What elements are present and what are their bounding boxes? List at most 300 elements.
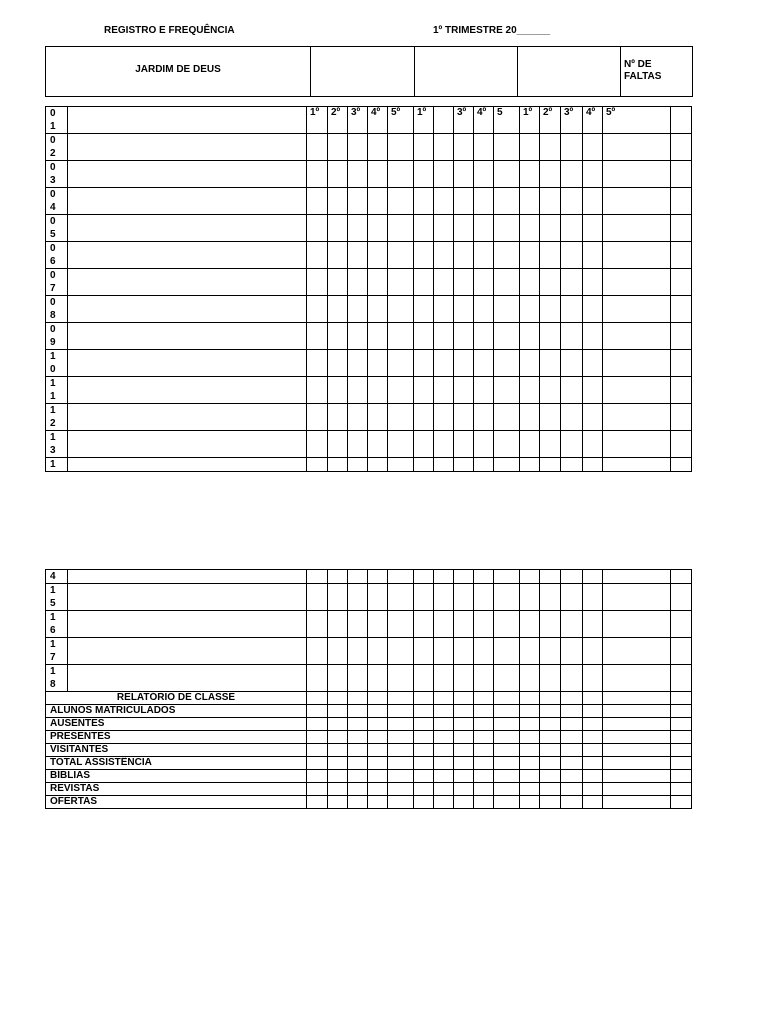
attendance-cell[interactable] — [307, 665, 328, 692]
student-name-cell[interactable] — [68, 188, 307, 215]
attendance-cell[interactable] — [454, 161, 474, 188]
report-value-cell[interactable] — [603, 692, 671, 705]
attendance-cell[interactable] — [603, 431, 671, 458]
attendance-cell[interactable] — [603, 458, 671, 472]
absence-count-cell[interactable] — [671, 431, 692, 458]
attendance-cell[interactable] — [328, 570, 348, 584]
absence-count-cell[interactable] — [671, 296, 692, 323]
report-total-cell[interactable] — [671, 718, 692, 731]
report-value-cell[interactable] — [520, 692, 540, 705]
attendance-cell[interactable] — [474, 458, 494, 472]
attendance-cell[interactable] — [348, 611, 368, 638]
report-value-cell[interactable] — [540, 718, 561, 731]
report-value-cell[interactable] — [540, 744, 561, 757]
report-value-cell[interactable] — [520, 731, 540, 744]
absence-count-cell[interactable] — [671, 638, 692, 665]
attendance-cell[interactable] — [561, 323, 583, 350]
report-total-cell[interactable] — [671, 796, 692, 809]
attendance-cell[interactable] — [474, 584, 494, 611]
report-value-cell[interactable] — [414, 783, 434, 796]
attendance-cell[interactable] — [494, 584, 520, 611]
attendance-cell[interactable] — [474, 611, 494, 638]
attendance-cell[interactable] — [540, 242, 561, 269]
attendance-cell[interactable] — [348, 584, 368, 611]
attendance-cell[interactable] — [368, 269, 388, 296]
student-name-cell[interactable] — [68, 611, 307, 638]
absence-count-cell[interactable] — [671, 458, 692, 472]
report-value-cell[interactable] — [388, 744, 414, 757]
attendance-cell[interactable] — [434, 134, 454, 161]
report-value-cell[interactable] — [388, 757, 414, 770]
absence-count-cell[interactable] — [671, 107, 692, 134]
attendance-cell[interactable] — [561, 296, 583, 323]
student-name-cell[interactable] — [68, 134, 307, 161]
report-value-cell[interactable] — [388, 796, 414, 809]
attendance-cell[interactable] — [348, 134, 368, 161]
attendance-cell[interactable] — [454, 638, 474, 665]
attendance-cell[interactable] — [388, 377, 414, 404]
attendance-cell[interactable] — [414, 134, 434, 161]
report-value-cell[interactable] — [583, 783, 603, 796]
attendance-cell[interactable] — [561, 431, 583, 458]
report-value-cell[interactable] — [348, 744, 368, 757]
absence-count-cell[interactable] — [671, 665, 692, 692]
absence-count-cell[interactable] — [671, 350, 692, 377]
attendance-cell[interactable] — [603, 134, 671, 161]
report-value-cell[interactable] — [434, 692, 454, 705]
attendance-cell[interactable] — [454, 350, 474, 377]
attendance-cell[interactable] — [583, 323, 603, 350]
attendance-cell[interactable] — [368, 404, 388, 431]
attendance-cell[interactable] — [388, 404, 414, 431]
attendance-cell[interactable] — [561, 188, 583, 215]
report-value-cell[interactable] — [540, 705, 561, 718]
attendance-cell[interactable] — [474, 134, 494, 161]
report-value-cell[interactable] — [494, 796, 520, 809]
attendance-cell[interactable] — [388, 350, 414, 377]
report-value-cell[interactable] — [561, 783, 583, 796]
attendance-cell[interactable] — [540, 584, 561, 611]
report-value-cell[interactable] — [307, 731, 328, 744]
absence-count-cell[interactable] — [671, 377, 692, 404]
report-value-cell[interactable] — [434, 718, 454, 731]
attendance-cell[interactable] — [414, 611, 434, 638]
attendance-cell[interactable] — [474, 377, 494, 404]
attendance-cell[interactable] — [307, 638, 328, 665]
report-value-cell[interactable] — [368, 783, 388, 796]
report-value-cell[interactable] — [474, 705, 494, 718]
report-value-cell[interactable] — [494, 770, 520, 783]
report-value-cell[interactable] — [434, 770, 454, 783]
report-value-cell[interactable] — [307, 718, 328, 731]
report-value-cell[interactable] — [328, 757, 348, 770]
attendance-cell[interactable] — [414, 638, 434, 665]
report-value-cell[interactable] — [328, 731, 348, 744]
attendance-cell[interactable] — [540, 323, 561, 350]
attendance-cell[interactable] — [603, 188, 671, 215]
attendance-cell[interactable] — [494, 404, 520, 431]
attendance-cell[interactable] — [520, 350, 540, 377]
attendance-cell[interactable] — [348, 377, 368, 404]
report-value-cell[interactable] — [520, 718, 540, 731]
attendance-cell[interactable] — [520, 404, 540, 431]
report-value-cell[interactable] — [474, 718, 494, 731]
student-name-cell[interactable] — [68, 350, 307, 377]
student-name-cell[interactable] — [68, 269, 307, 296]
report-value-cell[interactable] — [603, 731, 671, 744]
attendance-cell[interactable] — [328, 188, 348, 215]
student-name-cell[interactable] — [68, 431, 307, 458]
attendance-cell[interactable] — [520, 188, 540, 215]
attendance-cell[interactable] — [388, 570, 414, 584]
report-value-cell[interactable] — [603, 757, 671, 770]
attendance-cell[interactable] — [434, 665, 454, 692]
attendance-cell[interactable] — [603, 404, 671, 431]
attendance-cell[interactable] — [540, 611, 561, 638]
absence-count-cell[interactable] — [671, 269, 692, 296]
attendance-cell[interactable] — [603, 350, 671, 377]
report-value-cell[interactable] — [454, 705, 474, 718]
attendance-cell[interactable] — [603, 584, 671, 611]
attendance-cell[interactable] — [368, 134, 388, 161]
attendance-cell[interactable] — [434, 431, 454, 458]
attendance-cell[interactable] — [307, 215, 328, 242]
report-value-cell[interactable] — [414, 796, 434, 809]
attendance-cell[interactable] — [348, 323, 368, 350]
attendance-cell[interactable] — [414, 404, 434, 431]
student-name-cell[interactable] — [68, 458, 307, 472]
attendance-cell[interactable] — [368, 570, 388, 584]
attendance-cell[interactable] — [520, 269, 540, 296]
attendance-cell[interactable] — [540, 188, 561, 215]
attendance-cell[interactable] — [454, 570, 474, 584]
attendance-cell[interactable] — [307, 296, 328, 323]
attendance-cell[interactable] — [328, 134, 348, 161]
report-value-cell[interactable] — [328, 796, 348, 809]
attendance-cell[interactable] — [540, 350, 561, 377]
attendance-cell[interactable] — [454, 296, 474, 323]
report-total-cell[interactable] — [671, 744, 692, 757]
report-value-cell[interactable] — [368, 692, 388, 705]
attendance-cell[interactable] — [561, 134, 583, 161]
report-value-cell[interactable] — [368, 744, 388, 757]
report-value-cell[interactable] — [561, 744, 583, 757]
attendance-cell[interactable] — [583, 134, 603, 161]
report-total-cell[interactable] — [671, 692, 692, 705]
attendance-cell[interactable] — [434, 188, 454, 215]
attendance-cell[interactable] — [328, 665, 348, 692]
attendance-cell[interactable] — [434, 350, 454, 377]
report-total-cell[interactable] — [671, 705, 692, 718]
attendance-cell[interactable] — [307, 242, 328, 269]
attendance-cell[interactable] — [494, 458, 520, 472]
attendance-cell[interactable] — [368, 161, 388, 188]
attendance-cell[interactable] — [368, 584, 388, 611]
report-value-cell[interactable] — [494, 731, 520, 744]
attendance-cell[interactable] — [520, 431, 540, 458]
absence-count-cell[interactable] — [671, 188, 692, 215]
attendance-cell[interactable] — [583, 269, 603, 296]
attendance-cell[interactable] — [348, 404, 368, 431]
attendance-cell[interactable] — [328, 431, 348, 458]
attendance-cell[interactable] — [474, 665, 494, 692]
report-value-cell[interactable] — [561, 718, 583, 731]
attendance-cell[interactable] — [348, 431, 368, 458]
attendance-cell[interactable] — [494, 242, 520, 269]
report-value-cell[interactable] — [414, 744, 434, 757]
attendance-cell[interactable] — [540, 377, 561, 404]
attendance-cell[interactable] — [307, 188, 328, 215]
report-value-cell[interactable] — [583, 796, 603, 809]
attendance-cell[interactable] — [388, 215, 414, 242]
attendance-cell[interactable] — [307, 134, 328, 161]
attendance-cell[interactable] — [561, 350, 583, 377]
report-value-cell[interactable] — [603, 796, 671, 809]
attendance-cell[interactable] — [434, 611, 454, 638]
attendance-cell[interactable] — [520, 242, 540, 269]
attendance-cell[interactable] — [583, 296, 603, 323]
attendance-cell[interactable] — [414, 350, 434, 377]
attendance-cell[interactable] — [414, 570, 434, 584]
attendance-cell[interactable] — [368, 377, 388, 404]
attendance-cell[interactable] — [368, 188, 388, 215]
attendance-cell[interactable] — [474, 404, 494, 431]
attendance-cell[interactable] — [540, 638, 561, 665]
report-value-cell[interactable] — [520, 770, 540, 783]
report-value-cell[interactable] — [388, 783, 414, 796]
attendance-cell[interactable] — [520, 323, 540, 350]
attendance-cell[interactable] — [494, 377, 520, 404]
report-total-cell[interactable] — [671, 783, 692, 796]
attendance-cell[interactable] — [603, 323, 671, 350]
month-cell[interactable] — [518, 47, 621, 97]
attendance-cell[interactable] — [583, 242, 603, 269]
attendance-cell[interactable] — [520, 458, 540, 472]
attendance-cell[interactable] — [368, 215, 388, 242]
attendance-cell[interactable] — [388, 269, 414, 296]
report-value-cell[interactable] — [520, 796, 540, 809]
attendance-cell[interactable] — [307, 161, 328, 188]
attendance-cell[interactable] — [434, 404, 454, 431]
attendance-cell[interactable] — [454, 215, 474, 242]
attendance-cell[interactable] — [583, 215, 603, 242]
attendance-cell[interactable] — [414, 377, 434, 404]
report-total-cell[interactable] — [671, 757, 692, 770]
report-value-cell[interactable] — [414, 718, 434, 731]
report-value-cell[interactable] — [520, 744, 540, 757]
report-value-cell[interactable] — [540, 770, 561, 783]
report-value-cell[interactable] — [414, 770, 434, 783]
attendance-cell[interactable] — [348, 161, 368, 188]
attendance-cell[interactable] — [540, 269, 561, 296]
attendance-cell[interactable] — [603, 638, 671, 665]
attendance-cell[interactable] — [348, 296, 368, 323]
attendance-cell[interactable] — [414, 323, 434, 350]
attendance-cell[interactable] — [583, 570, 603, 584]
attendance-cell[interactable] — [454, 458, 474, 472]
attendance-cell[interactable] — [540, 134, 561, 161]
report-value-cell[interactable] — [583, 731, 603, 744]
attendance-cell[interactable] — [368, 350, 388, 377]
student-name-cell[interactable] — [68, 242, 307, 269]
report-value-cell[interactable] — [474, 731, 494, 744]
report-value-cell[interactable] — [348, 718, 368, 731]
attendance-cell[interactable] — [520, 161, 540, 188]
report-value-cell[interactable] — [540, 692, 561, 705]
report-value-cell[interactable] — [368, 705, 388, 718]
attendance-cell[interactable] — [494, 431, 520, 458]
attendance-cell[interactable] — [414, 431, 434, 458]
report-value-cell[interactable] — [388, 692, 414, 705]
report-value-cell[interactable] — [561, 692, 583, 705]
attendance-cell[interactable] — [561, 242, 583, 269]
attendance-cell[interactable] — [474, 431, 494, 458]
attendance-cell[interactable] — [454, 584, 474, 611]
attendance-cell[interactable] — [561, 404, 583, 431]
report-value-cell[interactable] — [540, 757, 561, 770]
absence-count-cell[interactable] — [671, 404, 692, 431]
absence-count-cell[interactable] — [671, 242, 692, 269]
attendance-cell[interactable] — [414, 584, 434, 611]
attendance-cell[interactable] — [328, 242, 348, 269]
attendance-cell[interactable] — [454, 323, 474, 350]
month-cell[interactable] — [415, 47, 518, 97]
report-value-cell[interactable] — [368, 757, 388, 770]
report-value-cell[interactable] — [434, 796, 454, 809]
attendance-cell[interactable] — [454, 134, 474, 161]
attendance-cell[interactable] — [328, 458, 348, 472]
attendance-cell[interactable] — [368, 611, 388, 638]
attendance-cell[interactable] — [388, 584, 414, 611]
attendance-cell[interactable] — [520, 584, 540, 611]
report-value-cell[interactable] — [474, 783, 494, 796]
attendance-cell[interactable] — [583, 350, 603, 377]
report-value-cell[interactable] — [583, 692, 603, 705]
attendance-cell[interactable] — [414, 161, 434, 188]
report-value-cell[interactable] — [307, 744, 328, 757]
attendance-cell[interactable] — [307, 404, 328, 431]
attendance-cell[interactable] — [474, 350, 494, 377]
attendance-cell[interactable] — [388, 638, 414, 665]
report-value-cell[interactable] — [368, 796, 388, 809]
attendance-cell[interactable] — [348, 458, 368, 472]
attendance-cell[interactable] — [414, 269, 434, 296]
attendance-cell[interactable] — [520, 570, 540, 584]
attendance-cell[interactable] — [454, 665, 474, 692]
attendance-cell[interactable] — [348, 188, 368, 215]
attendance-cell[interactable] — [434, 161, 454, 188]
report-value-cell[interactable] — [540, 731, 561, 744]
attendance-cell[interactable] — [561, 161, 583, 188]
attendance-cell[interactable] — [414, 296, 434, 323]
attendance-cell[interactable] — [494, 323, 520, 350]
student-name-cell[interactable] — [68, 638, 307, 665]
report-value-cell[interactable] — [561, 731, 583, 744]
student-name-cell[interactable] — [68, 377, 307, 404]
student-name-cell[interactable] — [68, 584, 307, 611]
report-value-cell[interactable] — [603, 718, 671, 731]
attendance-cell[interactable] — [583, 584, 603, 611]
attendance-cell[interactable] — [388, 458, 414, 472]
attendance-cell[interactable] — [328, 161, 348, 188]
attendance-cell[interactable] — [368, 431, 388, 458]
report-value-cell[interactable] — [454, 757, 474, 770]
attendance-cell[interactable] — [328, 296, 348, 323]
report-value-cell[interactable] — [520, 705, 540, 718]
attendance-cell[interactable] — [540, 458, 561, 472]
report-value-cell[interactable] — [307, 783, 328, 796]
attendance-cell[interactable] — [561, 458, 583, 472]
report-value-cell[interactable] — [328, 718, 348, 731]
report-total-cell[interactable] — [671, 770, 692, 783]
report-value-cell[interactable] — [348, 783, 368, 796]
report-value-cell[interactable] — [474, 757, 494, 770]
attendance-cell[interactable] — [474, 188, 494, 215]
attendance-cell[interactable] — [307, 584, 328, 611]
report-value-cell[interactable] — [434, 705, 454, 718]
attendance-cell[interactable] — [434, 296, 454, 323]
report-value-cell[interactable] — [434, 744, 454, 757]
attendance-cell[interactable] — [454, 611, 474, 638]
attendance-cell[interactable] — [454, 377, 474, 404]
absence-count-cell[interactable] — [671, 611, 692, 638]
attendance-cell[interactable] — [307, 323, 328, 350]
report-value-cell[interactable] — [307, 757, 328, 770]
report-value-cell[interactable] — [368, 770, 388, 783]
attendance-cell[interactable] — [414, 665, 434, 692]
attendance-cell[interactable] — [494, 296, 520, 323]
report-value-cell[interactable] — [494, 692, 520, 705]
report-value-cell[interactable] — [474, 744, 494, 757]
report-value-cell[interactable] — [348, 770, 368, 783]
attendance-cell[interactable] — [474, 269, 494, 296]
report-value-cell[interactable] — [328, 705, 348, 718]
attendance-cell[interactable] — [494, 665, 520, 692]
report-value-cell[interactable] — [561, 705, 583, 718]
attendance-cell[interactable] — [348, 570, 368, 584]
attendance-cell[interactable] — [494, 161, 520, 188]
attendance-cell[interactable] — [368, 323, 388, 350]
attendance-cell[interactable] — [583, 665, 603, 692]
report-value-cell[interactable] — [561, 770, 583, 783]
attendance-cell[interactable] — [348, 350, 368, 377]
attendance-cell[interactable] — [388, 242, 414, 269]
attendance-cell[interactable] — [474, 570, 494, 584]
report-value-cell[interactable] — [388, 718, 414, 731]
attendance-cell[interactable] — [307, 350, 328, 377]
report-value-cell[interactable] — [348, 705, 368, 718]
attendance-cell[interactable] — [540, 570, 561, 584]
attendance-cell[interactable] — [603, 611, 671, 638]
report-value-cell[interactable] — [328, 692, 348, 705]
report-value-cell[interactable] — [583, 744, 603, 757]
attendance-cell[interactable] — [454, 242, 474, 269]
attendance-cell[interactable] — [474, 323, 494, 350]
attendance-cell[interactable] — [494, 611, 520, 638]
report-value-cell[interactable] — [348, 731, 368, 744]
attendance-cell[interactable] — [494, 134, 520, 161]
student-name-cell[interactable] — [68, 215, 307, 242]
report-value-cell[interactable] — [368, 731, 388, 744]
attendance-cell[interactable] — [561, 377, 583, 404]
attendance-cell[interactable] — [307, 611, 328, 638]
attendance-cell[interactable] — [474, 296, 494, 323]
report-value-cell[interactable] — [454, 692, 474, 705]
report-value-cell[interactable] — [454, 744, 474, 757]
report-value-cell[interactable] — [494, 783, 520, 796]
attendance-cell[interactable] — [474, 215, 494, 242]
attendance-cell[interactable] — [474, 242, 494, 269]
